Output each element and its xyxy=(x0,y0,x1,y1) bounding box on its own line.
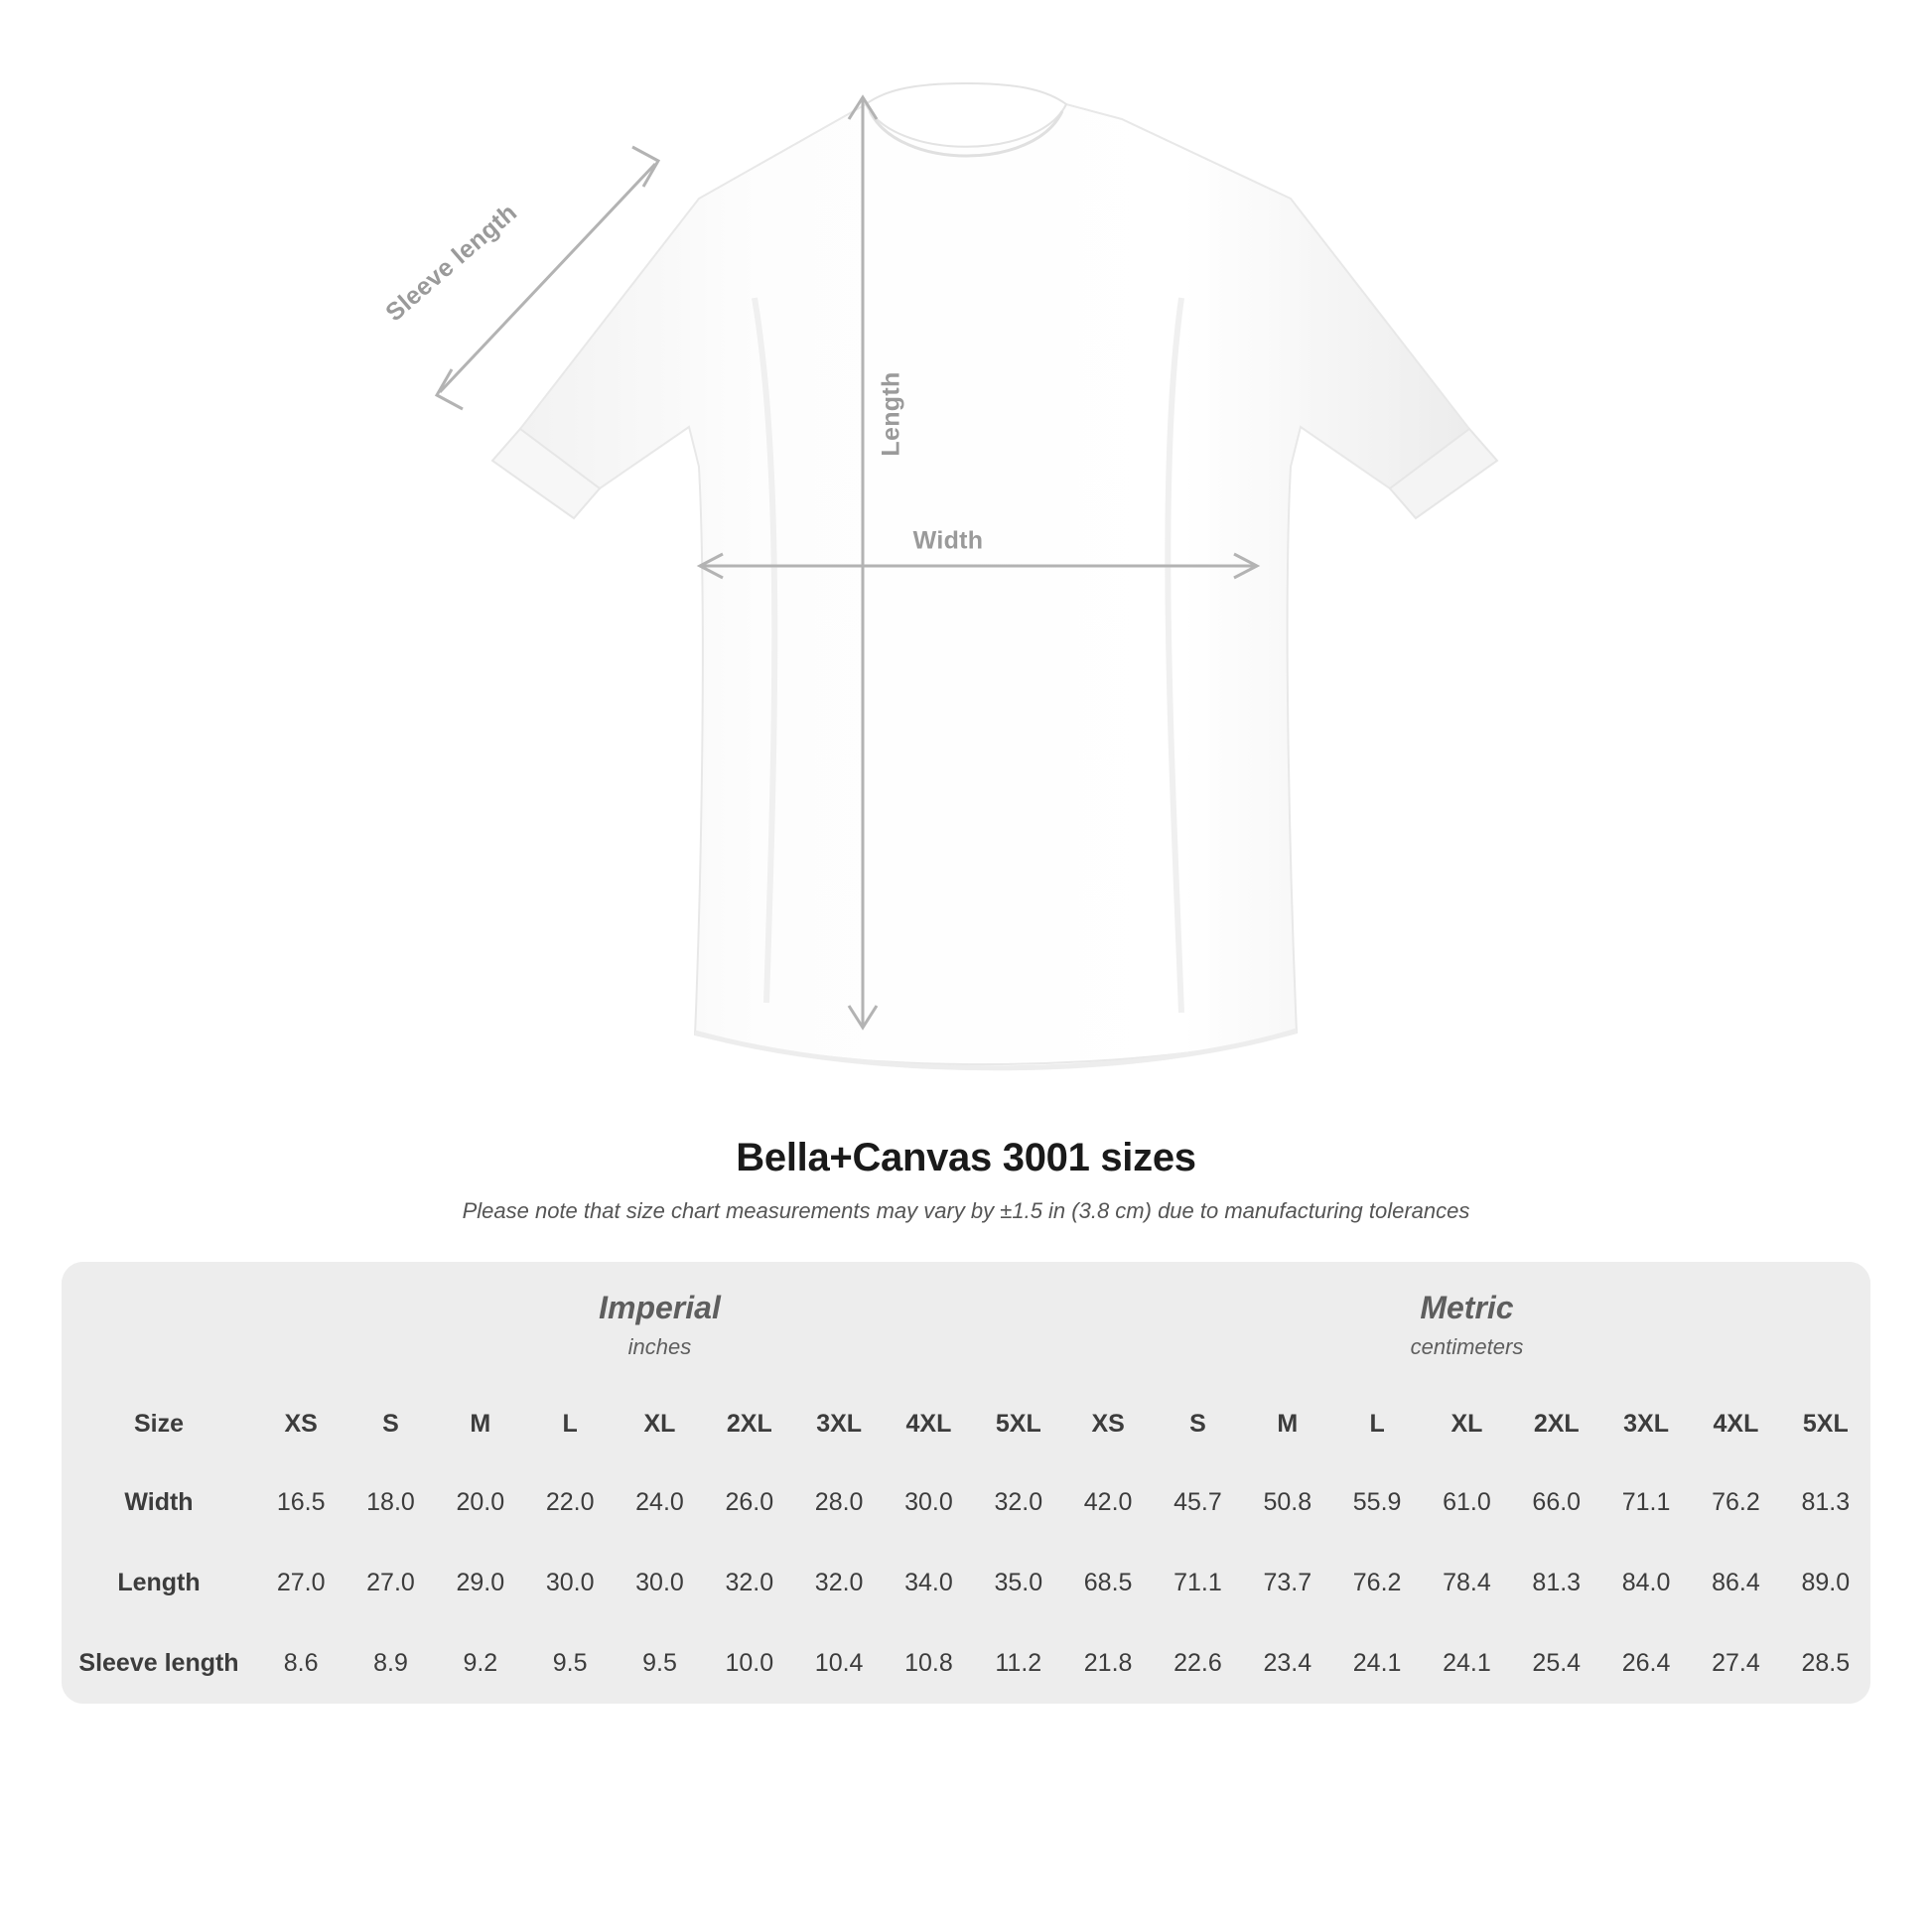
measurement-cell: 81.3 xyxy=(1512,1543,1601,1623)
measurement-cell: 50.8 xyxy=(1243,1462,1332,1543)
unit-imperial-sub: inches xyxy=(627,1334,692,1359)
sleeve-length-label: Sleeve length xyxy=(380,198,523,328)
measurement-cell: 27.0 xyxy=(345,1543,435,1623)
chart-title: Bella+Canvas 3001 sizes xyxy=(736,1136,1196,1179)
size-cell: 4XL xyxy=(884,1386,973,1462)
measurement-cell: 21.8 xyxy=(1063,1623,1153,1704)
unit-metric-cell xyxy=(1063,1262,1870,1386)
measurement-cell: 27.0 xyxy=(256,1543,345,1623)
measurement-cell: 9.5 xyxy=(525,1623,615,1704)
unit-header-row xyxy=(62,1262,1870,1386)
measurement-cell: 55.9 xyxy=(1332,1462,1422,1543)
measurement-cell: 22.6 xyxy=(1153,1623,1242,1704)
table-row xyxy=(62,1462,1870,1543)
measurement-cell: 81.3 xyxy=(1781,1462,1870,1543)
size-cell: M xyxy=(436,1386,525,1462)
size-cell: 2XL xyxy=(1512,1386,1601,1462)
measurement-cell: 45.7 xyxy=(1153,1462,1242,1543)
measurement-cell: 34.0 xyxy=(884,1543,973,1623)
width-label: Width xyxy=(912,526,984,555)
length-label: Length xyxy=(877,371,905,457)
measurement-cell: 10.4 xyxy=(794,1623,884,1704)
table-row xyxy=(62,1623,1870,1704)
measurement-cell: 76.2 xyxy=(1332,1543,1422,1623)
size-cell: 3XL xyxy=(1601,1386,1691,1462)
chart-note: Please note that size chart measurements may vary by ±1.5 in (3.8 cm) due to manufacturing tolerances xyxy=(462,1198,1470,1223)
measurement-cell: 84.0 xyxy=(1601,1543,1691,1623)
size-cell: XL xyxy=(615,1386,704,1462)
size-cell: M xyxy=(1243,1386,1332,1462)
measurement-cell: 28.5 xyxy=(1781,1623,1870,1704)
measurement-cell: 32.0 xyxy=(705,1543,794,1623)
measurement-cell: 89.0 xyxy=(1781,1543,1870,1623)
measurement-cell: 20.0 xyxy=(436,1462,525,1543)
size-cell: L xyxy=(525,1386,615,1462)
measurement-cell: 22.0 xyxy=(525,1462,615,1543)
size-header-row xyxy=(62,1386,1870,1462)
measurement-cell: 25.4 xyxy=(1512,1623,1601,1704)
measurement-cell: 24.1 xyxy=(1422,1623,1511,1704)
measurement-cell: 11.2 xyxy=(974,1623,1063,1704)
size-cell: L xyxy=(1332,1386,1422,1462)
size-cell: XL xyxy=(1422,1386,1511,1462)
measurement-cell: 71.1 xyxy=(1153,1543,1242,1623)
measurement-cell: 42.0 xyxy=(1063,1462,1153,1543)
measurement-cell: 9.5 xyxy=(615,1623,704,1704)
measurement-cell: 27.4 xyxy=(1691,1623,1780,1704)
unit-metric-name: Metric xyxy=(1420,1290,1514,1325)
measurement-cell: 8.6 xyxy=(256,1623,345,1704)
chart-heading-block xyxy=(0,1136,1932,1224)
size-cell: S xyxy=(345,1386,435,1462)
measurement-cell: 71.1 xyxy=(1601,1462,1691,1543)
measurement-cell: 30.0 xyxy=(525,1543,615,1623)
measurement-cell: 26.0 xyxy=(705,1462,794,1543)
unit-imperial-cell xyxy=(256,1262,1063,1386)
measurement-cell: 76.2 xyxy=(1691,1462,1780,1543)
measurement-cell: 30.0 xyxy=(615,1543,704,1623)
measurement-cell: 30.0 xyxy=(884,1462,973,1543)
measurement-cell: 78.4 xyxy=(1422,1543,1511,1623)
size-table-wrapper xyxy=(62,1262,1870,1704)
measurement-cell: 23.4 xyxy=(1243,1623,1332,1704)
row-label: Sleeve length xyxy=(62,1623,256,1704)
measurement-cell: 24.1 xyxy=(1332,1623,1422,1704)
measurement-cell: 18.0 xyxy=(345,1462,435,1543)
size-cell: 2XL xyxy=(705,1386,794,1462)
measurement-cell: 66.0 xyxy=(1512,1462,1601,1543)
measurement-cell: 32.0 xyxy=(974,1462,1063,1543)
measurement-cell: 73.7 xyxy=(1243,1543,1332,1623)
measurement-cell: 28.0 xyxy=(794,1462,884,1543)
measurement-cell: 35.0 xyxy=(974,1543,1063,1623)
measurement-cell: 9.2 xyxy=(436,1623,525,1704)
measurement-cell: 61.0 xyxy=(1422,1462,1511,1543)
size-cell: 3XL xyxy=(794,1386,884,1462)
size-cell: XS xyxy=(1063,1386,1153,1462)
measurement-cell: 16.5 xyxy=(256,1462,345,1543)
unit-spacer-cell xyxy=(62,1262,256,1386)
measurement-cell: 32.0 xyxy=(794,1543,884,1623)
measurement-cell: 29.0 xyxy=(436,1543,525,1623)
row-label: Width xyxy=(62,1462,256,1543)
measurement-cell: 10.8 xyxy=(884,1623,973,1704)
measurement-cell: 26.4 xyxy=(1601,1623,1691,1704)
row-label: Length xyxy=(62,1543,256,1623)
size-cell: 4XL xyxy=(1691,1386,1780,1462)
size-cell: 5XL xyxy=(1781,1386,1870,1462)
unit-imperial-name: Imperial xyxy=(599,1290,721,1325)
size-table xyxy=(62,1262,1870,1704)
measurement-cell: 8.9 xyxy=(345,1623,435,1704)
measurement-cell: 10.0 xyxy=(705,1623,794,1704)
size-cell: S xyxy=(1153,1386,1242,1462)
measurement-cell: 86.4 xyxy=(1691,1543,1780,1623)
size-header-cell: Size xyxy=(62,1386,256,1462)
size-cell: 5XL xyxy=(974,1386,1063,1462)
unit-metric-sub: centimeters xyxy=(1410,1334,1524,1359)
measurement-cell: 24.0 xyxy=(615,1462,704,1543)
table-row xyxy=(62,1543,1870,1623)
size-cell: XS xyxy=(256,1386,345,1462)
measurement-cell: 68.5 xyxy=(1063,1543,1153,1623)
